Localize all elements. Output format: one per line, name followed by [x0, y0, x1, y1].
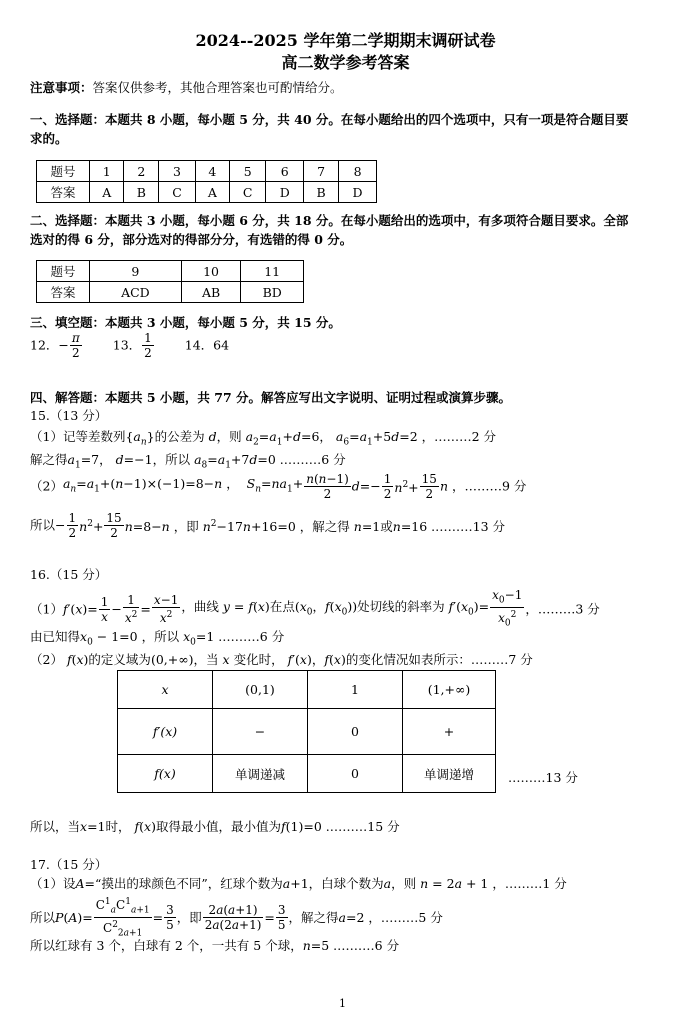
q16-variation-table [117, 670, 496, 793]
q-number: 10 [181, 261, 241, 282]
section3-heading: 三、填空题：本题共 3 小题，每小题 5 分，共 15 分。 [30, 315, 341, 330]
score-mark: ………6 分 [337, 938, 400, 953]
answer-cell: C [159, 182, 195, 203]
table-cell: + [403, 709, 496, 755]
q14-value: 64 [213, 337, 230, 353]
answer-cell: D [266, 182, 304, 203]
q-number: 9 [90, 261, 182, 282]
q15-line3: $(2)a_n=a_1+(n-1)\times(-1)=8-n$ ， $S_n=na_1+$ $\frac{n(n-1)}{2}$ d=− $\frac{1}{2}$ $n^2+$ $\frac{15}{2}$ n ，………9 分 [30, 472, 527, 501]
table-cell: 单调递增 [403, 755, 496, 793]
q15-line1: （1）记等差数列$\{a_n\}$的公差为 d，则 $a_2=a_1+d=6$， $a_6=a_1+5d=2$ ，………2 分 [30, 429, 497, 448]
answer-cell: C [230, 182, 266, 203]
answer-cell: B [304, 182, 339, 203]
score-mark: ………7 分 [470, 652, 533, 667]
section4-heading: 四、解答题：本题共 5 小题，共 77 分。解答应写出文字说明、证明过程或演算步骤。 [30, 390, 512, 405]
answer-cell: A [90, 182, 124, 203]
row-label: 答案 [37, 282, 90, 303]
table-cell: 0 [308, 709, 403, 755]
row-label: 答案 [37, 182, 90, 203]
q-number: 5 [230, 161, 266, 182]
table-cell: (1,+∞) [403, 671, 496, 709]
q15-header: 15.（13 分） [30, 408, 108, 423]
q15-line4: 所以− $\frac{1}{2}$ $n^2+$ $\frac{15}{2}$ n=8−n ，即 $n^2-17n+16=0$ ，解之得 n=1或n=16 .………13 分 [30, 511, 506, 540]
q17-line1: （1）设A=“摸出的球颜色不同”，红球个数为a+1，白球个数为a，则 n = 2a + 1 ，………1 分 [30, 876, 567, 891]
q-number: 7 [304, 161, 339, 182]
answer-cell: BD [241, 282, 304, 303]
q-number: 1 [90, 161, 124, 182]
section2-heading: 二、选择题：本题共 3 小题，每小题 6 分，共 18 分。在每小题给出的选项中，有多项符合题目要求。全部 [30, 213, 629, 228]
table-cell: x [118, 671, 213, 709]
q13-fraction: $\frac{1}{2}$ [144, 331, 152, 360]
row-label: 题号 [37, 261, 90, 282]
table-cell: f′(x) [118, 709, 213, 755]
fill-in-answers [30, 331, 229, 360]
score-mark: ………9 分 [464, 478, 527, 494]
q16-line4: 所以，当x=1时， f(x)取得最小值，最小值为f(1)=0 .………15 分 [30, 819, 400, 834]
answer-cell: D [339, 182, 377, 203]
table-cell: f(x) [118, 755, 213, 793]
section2-heading-cont: 选对的得 6 分，部分选对的得部分分，有选错的得 0 分。 [30, 232, 353, 247]
title-line2: 高二数学参考答案 [281, 53, 410, 72]
q16-header: 16.（15 分） [30, 567, 108, 582]
table-cell: 单调递减 [213, 755, 308, 793]
notice [30, 78, 343, 96]
table-cell: 1 [308, 671, 403, 709]
q-number: 4 [195, 161, 229, 182]
score-mark: ………1 分 [504, 876, 567, 891]
q16-line3: （2） f(x)的定义域为(0,+∞)，当 x 变化时， f′(x)，f(x)的变化情况如表所示：………7 分 [30, 652, 533, 667]
notice-text: 答案仅供参考，其他合理答案也可酌情给分。 [92, 80, 343, 95]
score-mark: ………13 分 [435, 519, 506, 535]
q12-sign: − [58, 337, 69, 353]
notice-label: 注意事项： [30, 80, 93, 95]
section2-answer-table [36, 260, 304, 303]
section1-heading: 一、选择题：本题共 8 小题，每小题 5 分，共 40 分。在每小题给出的四个选项中，只有一项是符合题目要 [30, 112, 629, 127]
score-mark: ………6 分 [283, 452, 346, 467]
q16-line2: 由已知得$x_0 - 1=0$ ，所以 $x_0=1$ .………6 分 [30, 629, 285, 648]
q17-line2: 所以P(A)= $\frac{C^1_aC^1_{a+1}}{C^2_{2a+1}}$ = $\frac{3}{5}$ ，即 $\frac{2a(a+1)}{2a(2a+1)}$ = $\frac{3}{5}$ ，解之得a=2 ，………5 分 [30, 897, 443, 939]
answer-cell: AB [181, 282, 241, 303]
q12-fraction: $\frac{\pi}{2}$ [71, 331, 80, 360]
q-number: 6 [266, 161, 304, 182]
q14-label: 14． [184, 337, 214, 353]
q-number: 2 [124, 161, 159, 182]
q15-line2: 解之得$a_1=7$， d=−1，所以 $a_8=a_1+7d=0$ .………6 分 [30, 452, 346, 471]
answer-cell: ACD [90, 282, 182, 303]
answer-cell: A [195, 182, 229, 203]
score-mark: ………5 分 [380, 909, 443, 925]
q17-header: 17.（15 分） [30, 857, 108, 872]
q13-label: 13． [112, 337, 142, 353]
title-line1: 2024--2025 学年第二学期期末调研试卷 [195, 31, 496, 50]
score-mark: ………15 分 [329, 819, 400, 834]
score-mark: ………13 分 [508, 770, 578, 785]
score-mark: ………2 分 [434, 429, 497, 444]
score-mark: ………3 分 [537, 601, 600, 617]
table-cell: 0 [308, 755, 403, 793]
row-label: 题号 [37, 161, 90, 182]
q12-label: 12． [30, 337, 59, 353]
score-mark: ………6 分 [222, 629, 285, 644]
answer-cell: B [124, 182, 159, 203]
section1-heading-cont: 求的。 [30, 131, 68, 146]
table-cell: − [213, 709, 308, 755]
q17-line3: 所以红球有 3 个，白球有 2 个，一共有 5 个球，n=5 .………6 分 [30, 938, 400, 953]
q-number: 11 [241, 261, 304, 282]
q-number: 3 [159, 161, 195, 182]
page-number: 1 [339, 997, 346, 1010]
q16-line1: （1）f′(x)= $\frac{1}{x}$ − $\frac{1}{x^2}$ = $\frac{x-1}{x^2}$ ，曲线 y = f(x)在点($x_0$，$f(x_0)$)处切线的斜率为 $f'(x_0)=$ $\frac{x_0-1}{x_0^2}$ ，………3 分 [30, 588, 600, 629]
table-cell: (0,1) [213, 671, 308, 709]
section1-answer-table [36, 160, 377, 203]
q-number: 8 [339, 161, 377, 182]
